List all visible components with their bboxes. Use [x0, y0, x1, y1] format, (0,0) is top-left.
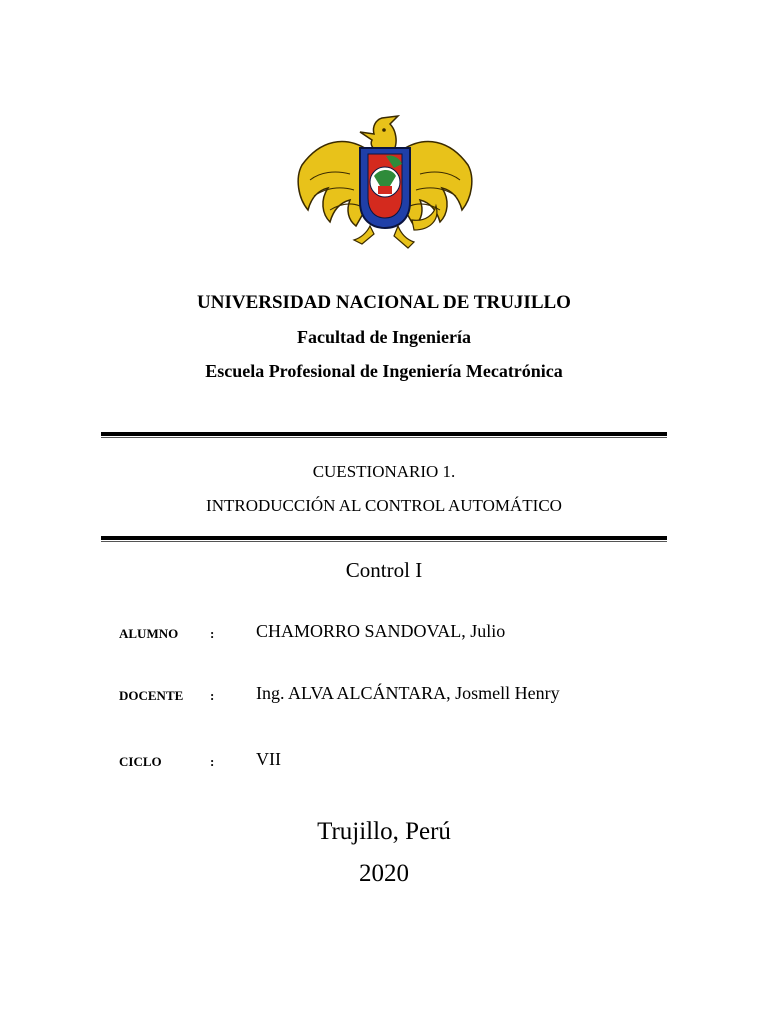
student-value: CHAMORRO SANDOVAL, Julio	[256, 621, 506, 641]
cycle-label: CICLO	[119, 754, 162, 769]
year-text: 2020	[359, 860, 409, 887]
bottom-divider	[101, 536, 667, 540]
student-separator: :	[210, 626, 215, 641]
teacher-value: Ing. ALVA ALCÁNTARA, Josmell Henry	[256, 683, 560, 703]
course-name: Control I	[345, 558, 423, 582]
cycle-value: VII	[256, 749, 281, 769]
teacher-separator: :	[210, 688, 215, 703]
faculty-name: Facultad de Ingeniería	[297, 327, 471, 347]
teacher-label: DOCENTE	[119, 688, 184, 703]
document-type: CUESTIONARIO 1.	[312, 462, 456, 481]
top-divider	[101, 432, 667, 436]
student-label: ALUMNO	[119, 626, 179, 641]
place-text: Trujillo, Perú	[317, 818, 451, 845]
university-name: UNIVERSIDAD NACIONAL DE TRUJILLO	[197, 292, 571, 313]
university-crest-icon	[290, 110, 480, 255]
document-subject: INTRODUCCIÓN AL CONTROL AUTOMÁTICO	[206, 496, 562, 515]
cycle-separator: :	[210, 754, 215, 769]
school-name: Escuela Profesional de Ingeniería Mecatrónica	[205, 361, 563, 381]
